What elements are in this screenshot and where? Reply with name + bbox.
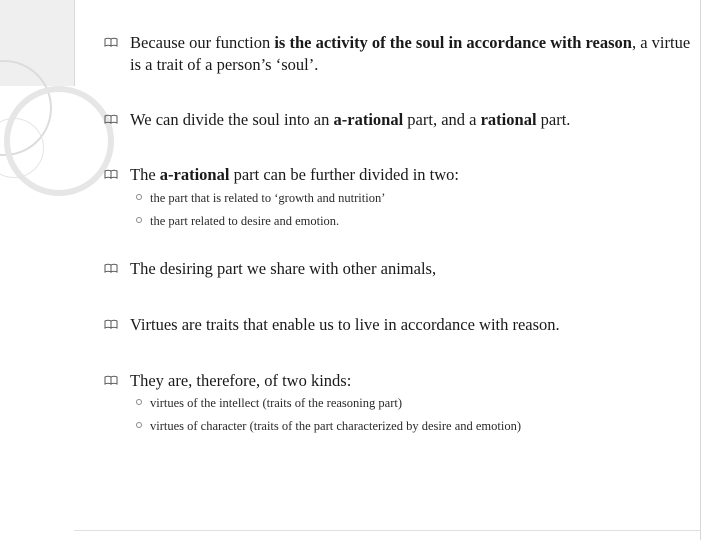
text-run: Virtues are traits that enable us to live in accordance with reason.	[130, 315, 560, 334]
book-bullet-icon	[104, 169, 118, 179]
text-run: We can divide the soul into an	[130, 110, 334, 129]
text-run: , a virtue is a trait of a person’s ‘soul’.	[130, 33, 691, 74]
frame-bottom-border	[74, 530, 700, 531]
sub-bullet-text: the part that is related to ‘growth and nutrition’	[150, 191, 386, 205]
book-bullet-icon	[104, 263, 118, 273]
frame-right-border	[700, 0, 701, 540]
book-bullet-icon	[104, 37, 118, 47]
hollow-circle-bullet-icon	[136, 194, 142, 200]
bullet-text	[130, 164, 694, 186]
hollow-circle-bullet-icon	[136, 399, 142, 405]
hollow-circle-bullet-icon	[136, 422, 142, 428]
book-bullet-icon	[104, 375, 118, 385]
book-bullet-icon	[104, 319, 118, 329]
text-run: part can be further divided in two:	[229, 165, 460, 184]
sub-bullet-text: virtues of the intellect (traits of the reasoning part)	[150, 396, 402, 410]
bullet-text	[130, 370, 694, 392]
text-run: The	[130, 165, 160, 184]
bold-text: rational	[480, 110, 537, 129]
text-run: part.	[536, 110, 571, 129]
bold-text: a-rational	[333, 110, 404, 129]
bold-text: a-rational	[159, 165, 230, 184]
bullet-text	[130, 258, 694, 280]
sub-bullet-text: the part related to desire and emotion.	[150, 214, 340, 228]
text-run: Because our function	[130, 33, 275, 52]
hollow-circle-bullet-icon	[136, 217, 142, 223]
text-run: The desiring part we share with other animals,	[130, 259, 437, 278]
bullet-text	[130, 109, 694, 131]
bold-text: is the activity of the soul in accordance with reason	[274, 33, 632, 52]
text-run: part, and a	[403, 110, 481, 129]
book-bullet-icon	[104, 114, 118, 124]
bullet-text	[130, 32, 694, 76]
decorative-divider	[74, 0, 75, 86]
text-run: They are, therefore, of two kinds:	[130, 371, 352, 390]
sub-bullet-text: virtues of character (traits of the part characterized by desire and emotion)	[150, 419, 522, 433]
bullet-text	[130, 314, 694, 336]
